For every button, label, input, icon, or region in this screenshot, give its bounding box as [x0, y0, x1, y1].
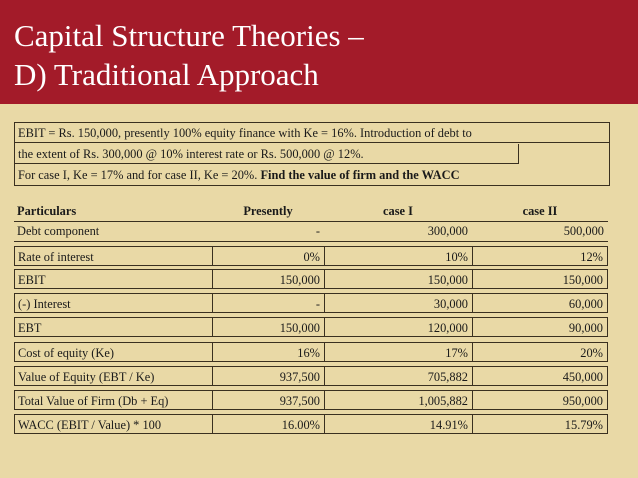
slide-title-line-1: Capital Structure Theories –	[14, 18, 364, 53]
value-presently: 0%	[212, 246, 324, 266]
table-row	[14, 293, 608, 313]
value-case-2: 450,000	[472, 366, 608, 386]
value-presently: 150,000	[212, 317, 324, 337]
header-case-1: case I	[383, 204, 413, 218]
value-presently: 16.00%	[212, 414, 324, 434]
table-row	[14, 269, 608, 289]
row-label: Rate of interest	[14, 246, 212, 266]
row-label: Total Value of Firm (Db + Eq)	[14, 390, 212, 410]
row-label: Value of Equity (EBT / Ke)	[14, 366, 212, 386]
value-case-1: 14.91%	[324, 414, 472, 434]
problem-line-3-task: Find the value of firm and the WACC	[260, 168, 460, 182]
row-label: EBIT	[14, 269, 212, 289]
row-label: WACC (EBIT / Value) * 100	[14, 414, 212, 434]
table-row	[14, 246, 608, 266]
row-label: Debt component	[17, 224, 100, 238]
value-case-1: 30,000	[324, 293, 472, 313]
row-label: (-) Interest	[14, 293, 212, 313]
problem-statement-box	[14, 122, 610, 186]
value-case-1: 150,000	[324, 269, 472, 289]
row-label: EBT	[14, 317, 212, 337]
value-case-2: 950,000	[472, 390, 608, 410]
value-case-1: 17%	[324, 342, 472, 362]
table-row	[14, 342, 608, 362]
table-header-row	[14, 201, 608, 222]
problem-line-3	[15, 165, 609, 185]
value-presently: -	[212, 293, 324, 313]
value-presently: -	[315, 224, 320, 238]
value-presently: 150,000	[212, 269, 324, 289]
title-band	[0, 0, 638, 104]
value-case-2: 15.79%	[472, 414, 608, 434]
value-presently: 937,500	[212, 390, 324, 410]
value-case-2: 60,000	[472, 293, 608, 313]
problem-line-2: the extent of Rs. 300,000 @ 10% interest rate or Rs. 500,000 @ 12%.	[15, 144, 519, 164]
table-row	[14, 317, 608, 337]
value-case-2: 12%	[472, 246, 608, 266]
value-case-1: 705,882	[324, 366, 472, 386]
table-row	[14, 414, 608, 434]
slide-title-line-2: D) Traditional Approach	[14, 57, 319, 92]
value-case-2: 150,000	[472, 269, 608, 289]
problem-line-3-regular: For case I, Ke = 17% and for case II, Ke = 20%.	[18, 168, 258, 182]
value-case-2: 90,000	[472, 317, 608, 337]
value-case-1: 120,000	[324, 317, 472, 337]
value-case-1: 1,005,882	[324, 390, 472, 410]
problem-line-1: EBIT = Rs. 150,000, presently 100% equity finance with Ke = 16%. Introduction of debt to	[15, 123, 609, 143]
table-row	[14, 221, 608, 242]
value-case-2: 500,000	[563, 224, 604, 238]
value-case-1: 300,000	[427, 224, 468, 238]
header-particulars: Particulars	[17, 204, 77, 218]
table-row	[14, 390, 608, 410]
value-case-2: 20%	[472, 342, 608, 362]
row-label: Cost of equity (Ke)	[14, 342, 212, 362]
header-presently: Presently	[243, 204, 293, 218]
value-presently: 16%	[212, 342, 324, 362]
table-row	[14, 366, 608, 386]
header-case-2: case II	[522, 204, 558, 218]
value-case-1: 10%	[324, 246, 472, 266]
value-presently: 937,500	[212, 366, 324, 386]
